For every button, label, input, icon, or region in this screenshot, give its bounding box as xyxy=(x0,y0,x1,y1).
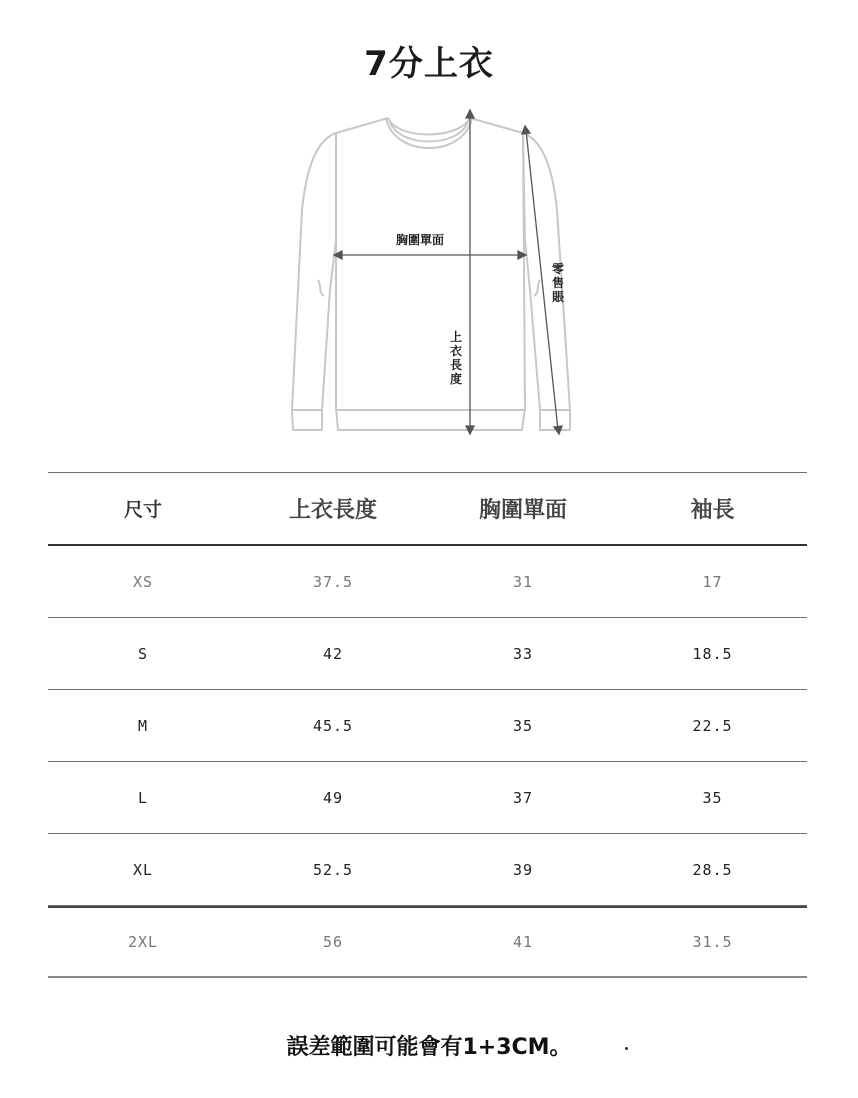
chest-cell: 41 xyxy=(512,933,534,951)
table-row xyxy=(48,762,807,834)
header-length: 上衣長度 xyxy=(288,498,377,523)
sweater-diagram xyxy=(278,100,588,440)
header-size: 尺寸 xyxy=(123,499,162,521)
sleeve-cell: 22.5 xyxy=(692,716,733,735)
size-table xyxy=(48,472,807,978)
length-cell: 49 xyxy=(322,788,344,807)
table-row xyxy=(48,834,807,906)
left-cuff xyxy=(292,410,322,430)
size-cell: XL xyxy=(132,860,154,879)
size-cell: 2XL xyxy=(127,933,159,951)
page-title: 7分上衣 xyxy=(364,44,494,84)
sleeve-cell: 18.5 xyxy=(692,644,733,663)
table-row xyxy=(48,906,807,978)
trailing-dot xyxy=(625,1047,628,1050)
left-sleeve xyxy=(292,133,336,410)
chest-cell: 33 xyxy=(512,644,534,663)
length-cell: 56 xyxy=(322,933,344,951)
size-cell: M xyxy=(137,716,149,735)
chest-label: 胸圍單面 xyxy=(395,233,445,247)
sleeve-label: 零售賬 xyxy=(551,262,564,304)
sleeve-cell: 31.5 xyxy=(692,933,733,951)
length-cell: 42 xyxy=(322,644,344,663)
sweater-hem xyxy=(336,408,525,430)
length-label: 上衣長度 xyxy=(449,330,462,386)
sweater-outline xyxy=(278,100,588,440)
size-cell: XS xyxy=(132,572,154,591)
sleeve-cell: 17 xyxy=(702,572,723,591)
table-row xyxy=(48,618,807,690)
length-cell: 37.5 xyxy=(312,572,354,591)
chest-cell: 31 xyxy=(512,572,534,591)
length-cell: 45.5 xyxy=(312,716,354,735)
length-cell: 52.5 xyxy=(312,860,354,879)
size-cell: L xyxy=(137,788,149,807)
sleeve-cell: 28.5 xyxy=(692,860,733,879)
chest-cell: 39 xyxy=(512,860,534,879)
chest-cell: 35 xyxy=(512,716,534,735)
table-row xyxy=(48,546,807,618)
sleeve-cell: 35 xyxy=(702,788,723,807)
header-sleeve: 袖長 xyxy=(690,498,735,523)
chest-cell: 37 xyxy=(512,788,534,807)
header-chest: 胸圍單面 xyxy=(478,498,567,523)
size-cell: S xyxy=(137,644,149,663)
table-row xyxy=(48,690,807,762)
table-header-row xyxy=(48,472,807,546)
sweater-body xyxy=(336,118,525,410)
tolerance-note: 誤差範圍可能會有1+3CM。 xyxy=(286,1035,572,1060)
